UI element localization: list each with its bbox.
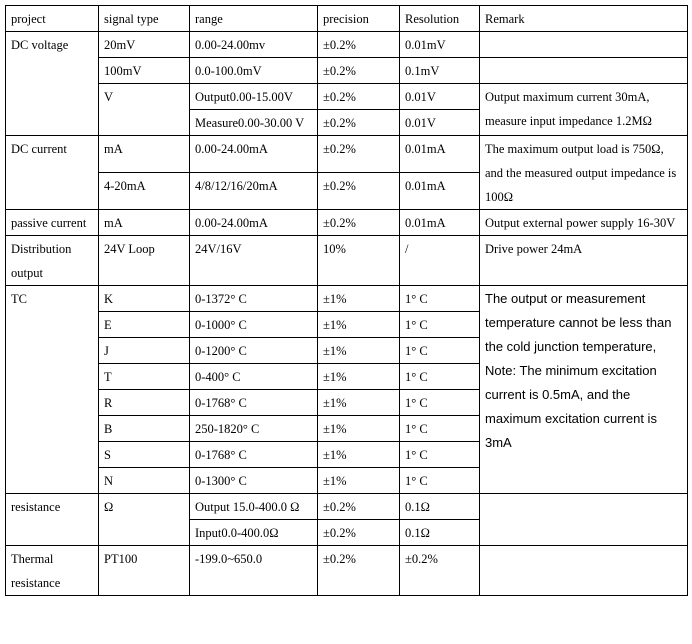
remark-cell	[480, 32, 688, 58]
table-row	[6, 58, 688, 84]
col-header-resolution: Resolution	[400, 6, 480, 32]
signal-cell: E	[99, 312, 190, 338]
precision-cell: ±1%	[318, 338, 400, 364]
resolution-cell: 0.01mA	[400, 173, 480, 210]
table-row	[6, 286, 688, 312]
table-row	[6, 32, 688, 58]
range-cell: Measure0.00-30.00 V	[190, 110, 318, 136]
remark-cell: The output or measurement temperature cannot be less than the cold junction temperature, Note: The minimum excitation current is 0.5mA, and the maximum excitation current is 3mA	[480, 286, 688, 494]
project-cell: DC current	[6, 136, 99, 210]
precision-cell: ±0.2%	[318, 494, 400, 520]
col-header-range: range	[190, 6, 318, 32]
resolution-cell: 0.1Ω	[400, 520, 480, 546]
signal-cell: 4-20mA	[99, 173, 190, 210]
signal-cell: N	[99, 468, 190, 494]
precision-cell: 10%	[318, 236, 400, 286]
remark-cell: Output external power supply 16-30V	[480, 210, 688, 236]
signal-cell: J	[99, 338, 190, 364]
resolution-cell: 0.1Ω	[400, 494, 480, 520]
signal-cell: K	[99, 286, 190, 312]
remark-cell: Output maximum current 30mA, measure input impedance 1.2MΩ	[480, 84, 688, 136]
resolution-cell: 0.01V	[400, 84, 480, 110]
signal-cell: mA	[99, 136, 190, 173]
remark-cell: The maximum output load is 750Ω, and the measured output impedance is 100Ω	[480, 136, 688, 210]
range-cell: 0.00-24.00mA	[190, 210, 318, 236]
table-row	[6, 236, 688, 286]
precision-cell: ±0.2%	[318, 110, 400, 136]
remark-cell: Drive power 24mA	[480, 236, 688, 286]
spec-table	[5, 5, 688, 596]
remark-cell	[480, 494, 688, 546]
range-cell: Output0.00-15.00V	[190, 84, 318, 110]
resolution-cell: 0.01mA	[400, 210, 480, 236]
signal-cell: S	[99, 442, 190, 468]
col-header-project: project	[6, 6, 99, 32]
project-cell: Distribution output	[6, 236, 99, 286]
precision-cell: ±1%	[318, 312, 400, 338]
precision-cell: ±0.2%	[318, 32, 400, 58]
resolution-cell: 1° C	[400, 416, 480, 442]
col-header-precision: precision	[318, 6, 400, 32]
precision-cell: ±1%	[318, 442, 400, 468]
resolution-cell: 1° C	[400, 390, 480, 416]
resolution-cell: 1° C	[400, 286, 480, 312]
range-cell: Output 15.0-400.0 Ω	[190, 494, 318, 520]
precision-cell: ±1%	[318, 468, 400, 494]
signal-cell: B	[99, 416, 190, 442]
table-row	[6, 494, 688, 520]
table-row	[6, 84, 688, 110]
col-header-remark: Remark	[480, 6, 688, 32]
signal-cell: PT100	[99, 546, 190, 596]
precision-cell: ±0.2%	[318, 84, 400, 110]
resolution-cell: 0.1mV	[400, 58, 480, 84]
resolution-cell: 1° C	[400, 338, 480, 364]
range-cell: 0-1300° C	[190, 468, 318, 494]
signal-cell: 100mV	[99, 58, 190, 84]
range-cell: 0-1000° C	[190, 312, 318, 338]
range-cell: 0-1768° C	[190, 442, 318, 468]
remark-cell	[480, 546, 688, 596]
resolution-cell: 1° C	[400, 312, 480, 338]
resolution-cell: ±0.2%	[400, 546, 480, 596]
resolution-cell: 1° C	[400, 442, 480, 468]
precision-cell: ±0.2%	[318, 173, 400, 210]
resolution-cell: 0.01mV	[400, 32, 480, 58]
range-cell: Input0.0-400.0Ω	[190, 520, 318, 546]
col-header-signal-type: signal type	[99, 6, 190, 32]
project-cell: Thermal resistance	[6, 546, 99, 596]
precision-cell: ±1%	[318, 390, 400, 416]
table-row	[6, 546, 688, 596]
range-cell: 0.00-24.00mA	[190, 136, 318, 173]
resolution-cell: 1° C	[400, 468, 480, 494]
signal-cell: 24V Loop	[99, 236, 190, 286]
signal-cell: 20mV	[99, 32, 190, 58]
signal-cell: Ω	[99, 494, 190, 546]
table-row	[6, 210, 688, 236]
range-cell: 250-1820° C	[190, 416, 318, 442]
precision-cell: ±1%	[318, 416, 400, 442]
precision-cell: ±0.2%	[318, 210, 400, 236]
precision-cell: ±0.2%	[318, 520, 400, 546]
project-cell: DC voltage	[6, 32, 99, 136]
project-cell: TC	[6, 286, 99, 494]
precision-cell: ±0.2%	[318, 58, 400, 84]
precision-cell: ±0.2%	[318, 546, 400, 596]
range-cell: 0-1200° C	[190, 338, 318, 364]
range-cell: 0-400° C	[190, 364, 318, 390]
resolution-cell: 0.01mA	[400, 136, 480, 173]
project-cell: passive current	[6, 210, 99, 236]
signal-cell: R	[99, 390, 190, 416]
remark-cell	[480, 58, 688, 84]
range-cell: 0.0-100.0mV	[190, 58, 318, 84]
range-cell: 0.00-24.00mv	[190, 32, 318, 58]
precision-cell: ±1%	[318, 364, 400, 390]
resolution-cell: 0.01V	[400, 110, 480, 136]
signal-cell: V	[99, 84, 190, 136]
range-cell: -199.0~650.0	[190, 546, 318, 596]
precision-cell: ±1%	[318, 286, 400, 312]
resolution-cell: 1° C	[400, 364, 480, 390]
signal-cell: T	[99, 364, 190, 390]
table-row	[6, 136, 688, 173]
range-cell: 24V/16V	[190, 236, 318, 286]
range-cell: 0-1768° C	[190, 390, 318, 416]
project-cell: resistance	[6, 494, 99, 546]
signal-cell: mA	[99, 210, 190, 236]
precision-cell: ±0.2%	[318, 136, 400, 173]
resolution-cell: /	[400, 236, 480, 286]
header-row	[6, 6, 688, 32]
range-cell: 4/8/12/16/20mA	[190, 173, 318, 210]
range-cell: 0-1372° C	[190, 286, 318, 312]
